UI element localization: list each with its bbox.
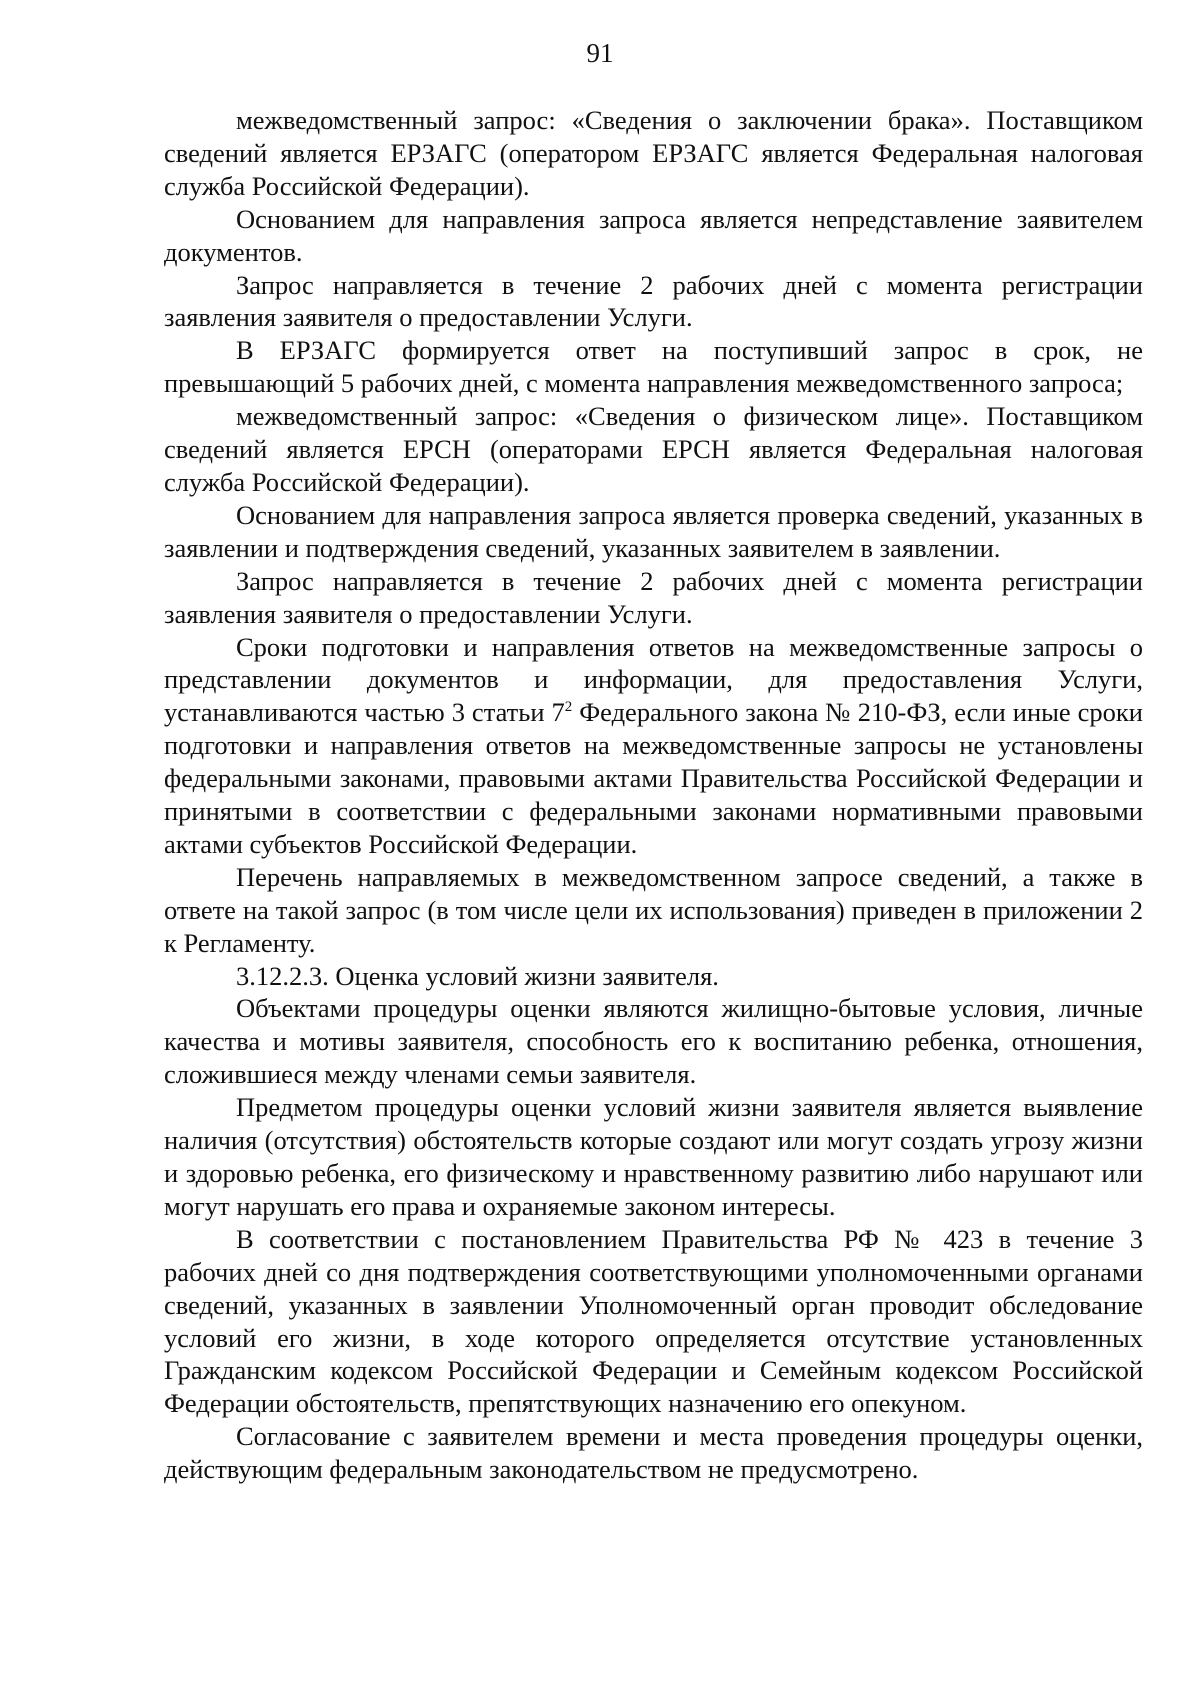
section-heading-3-12-2-3: 3.12.2.3. Оценка условий жизни заявителя.	[236, 960, 719, 991]
paragraph-request-timing-2: Запрос направляется в течение 2 рабочих дней с момента регистрации заявления заявителя о предоставлении Услуги.	[164, 565, 1143, 629]
paragraph-request-timing: Запрос направляется в течение 2 рабочих дней с момента регистрации заявления заявителя о предоставлении Услуги.	[164, 269, 1143, 333]
paragraph-assessment-objects: Объектами процедуры оценки являются жилищно-бытовые условия, личные качества и мотивы заявителя, способность его к воспитанию ребенка, отношения, сложившиеся между членами семьи заявителя.	[164, 993, 1143, 1090]
document-body	[164, 104, 1143, 1486]
paragraph-marriage-request: межведомственный запрос: «Сведения о заключении брака». Поставщиком сведений является ЕРЗАГС (оператором ЕРЗАГС является Федеральная налоговая служба Российской Федерации).	[164, 105, 1143, 201]
page-number: 91	[586, 38, 614, 68]
paragraph-request-list: Перечень направляемых в межведомственном запросе сведений, а также в ответе на такой запрос (в том числе цели их использования) приведен в приложении 2 к Регламенту.	[164, 861, 1143, 958]
paragraph-scheduling: Согласование с заявителем времени и места проведения процедуры оценки, действующим федеральным законодательством не предусмотрено.	[164, 1421, 1143, 1485]
terms-text-start: Сроки подготовки и направления ответов на межведомственные запросы о представлении документов и информации, для предоставления Услуги, устанавливаются частью 3 статьи 7	[164, 631, 1143, 728]
paragraph-person-request: межведомственный запрос: «Сведения о физическом лице». Поставщиком сведений является ЕРСН (операторами ЕРСН является Федеральная налоговая служба Российской Федерации).	[164, 401, 1143, 497]
terms-superscript: 2	[564, 699, 573, 716]
paragraph-request-basis: Основанием для направления запроса является непредставление заявителем документов.	[164, 203, 1143, 267]
paragraph-verification-basis: Основанием для направления запроса является проверка сведений, указанных в заявлении и подтверждения сведений, указанных заявителем в заявлении.	[164, 499, 1143, 563]
paragraph-response-terms	[164, 631, 1143, 861]
paragraph-erzags-response: В ЕРЗАГС формируется ответ на поступивший запрос в срок, не превышающий 5 рабочих дней, с момента направления межведомственного запроса;	[164, 335, 1143, 399]
paragraph-assessment-subject: Предметом процедуры оценки условий жизни заявителя является выявление наличия (отсутствия) обстоятельств которые создают или могут создать угрозу жизни и здоровью ребенка, его физическому и нравственному развитию либо нарушают или могут нарушать его права и охраняемые законом интересы.	[164, 1092, 1143, 1221]
paragraph-decree-423: В соответствии с постановлением Правительства РФ № 423 в течение 3 рабочих дней со дня подтверждения соответствующими уполномоченными органами сведений, указанных в заявлении Уполномоченный орган проводит обследование условий его жизни, в ходе которого определяется отсутствие установленных Гражданским кодексом Российской Федерации и Семейным кодексом Российской Федерации обстоятельств, препятствующих назначению его опекуном.	[164, 1223, 1143, 1419]
terms-text-end: Федерального закона № 210-ФЗ, если иные сроки подготовки и направления ответов на межведомственные запросы не установлены федеральными законами, правовыми актами Правительства Российской Федерации и принятыми в соответствии с федеральными законами нормативными правовыми актами субъектов Российской Федерации.	[164, 697, 1143, 859]
